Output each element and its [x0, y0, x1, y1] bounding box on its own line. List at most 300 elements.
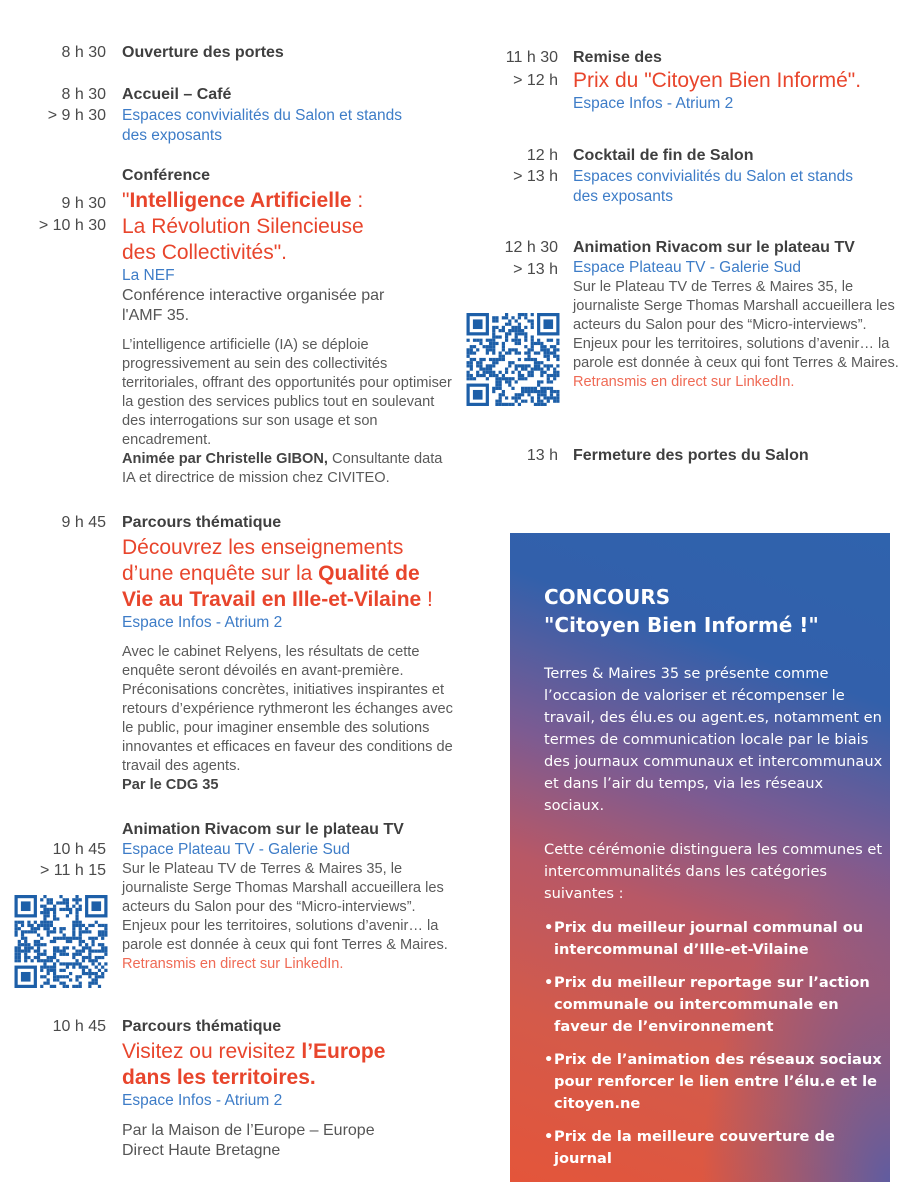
qr-module [556, 374, 559, 377]
qr-module [75, 911, 78, 914]
qr-module [527, 393, 530, 396]
qr-module [543, 403, 546, 406]
qr-module [66, 946, 69, 949]
qr-module [21, 901, 31, 911]
qr-module [24, 953, 27, 956]
qr-module [79, 908, 82, 911]
qr-module [15, 930, 18, 933]
qr-module [15, 927, 18, 930]
qr-module [37, 956, 40, 959]
qr-module [91, 959, 94, 962]
qr-module [18, 940, 21, 943]
qr-module [518, 339, 521, 342]
qr-module [37, 924, 40, 927]
event-title: Animation Rivacom sur le plateau TV [122, 821, 404, 838]
event-conference [122, 166, 452, 488]
qr-module [37, 953, 40, 956]
qr-module [98, 956, 101, 959]
qr-module [537, 403, 540, 406]
qr-module [43, 959, 46, 962]
qr-module [524, 387, 527, 390]
qr-module [56, 937, 59, 940]
qr-module [101, 950, 104, 953]
event-category: Parcours thématique [122, 514, 282, 531]
event-parcours-europe [122, 1017, 452, 1161]
qr-module [66, 962, 69, 965]
qr-module [508, 348, 511, 351]
event-title: Ouverture des portes [122, 44, 284, 61]
event-description: Sur le Plateau TV de Terres & Maires 35, le journaliste Serge Thomas Marshall accueillera les acteurs du Salon pour des “Micro-interviews”. Enjeux pour les territoires, solutions d’avenir… la parole est donnée à ceux qui font Terres & Maires. [122, 861, 448, 953]
qr-module [56, 901, 59, 904]
event-location: Espace Plateau TV - Galerie Sud [122, 841, 351, 858]
qr-module [556, 371, 559, 374]
qr-module [75, 975, 78, 978]
qr-module [524, 368, 527, 371]
qr-module [50, 969, 53, 972]
qr-module [502, 316, 505, 319]
qr-module [499, 335, 502, 338]
qr-module [489, 348, 492, 351]
qr-module [101, 943, 104, 946]
event-opening [122, 43, 442, 63]
qr-module [85, 966, 88, 969]
qr-module [63, 969, 66, 972]
qr-module [21, 950, 24, 953]
qr-module [547, 400, 550, 403]
qr-module [34, 940, 37, 943]
qr-module [527, 351, 530, 354]
qr-module [79, 905, 82, 908]
qr-module [531, 390, 534, 393]
qr-module [15, 924, 18, 927]
event-time-end: > 9 h 30 [47, 107, 106, 124]
qr-module [50, 901, 53, 904]
qr-module [31, 930, 34, 933]
qr-module [521, 387, 524, 390]
qr-module [75, 937, 78, 940]
qr-code-icon[interactable] [14, 895, 108, 988]
qr-module [104, 930, 107, 933]
qr-module [515, 364, 518, 367]
qr-module [91, 937, 94, 940]
qr-module [489, 345, 492, 348]
qr-module [40, 953, 43, 956]
qr-module [40, 911, 43, 914]
qr-module [495, 384, 498, 387]
qr-module [85, 956, 88, 959]
event-title-line: La Révolution Silencieuse [122, 215, 364, 238]
qr-module [502, 374, 505, 377]
qr-module [43, 927, 46, 930]
qr-module [499, 351, 502, 354]
qr-module [499, 380, 502, 383]
qr-module [476, 371, 479, 374]
qr-module [18, 927, 21, 930]
qr-module [479, 374, 482, 377]
bullet-icon: • [544, 1051, 554, 1068]
qr-module [53, 956, 56, 959]
qr-module [91, 940, 94, 943]
qr-module [79, 937, 82, 940]
qr-module [540, 380, 543, 383]
qr-module [540, 371, 543, 374]
qr-module [489, 364, 492, 367]
qr-module [518, 332, 521, 335]
qr-module [547, 358, 550, 361]
qr-module [37, 943, 40, 946]
qr-module [21, 972, 31, 982]
qr-module [537, 361, 540, 364]
qr-module [543, 345, 546, 348]
qr-module [47, 901, 50, 904]
qr-module [540, 342, 543, 345]
qr-module [527, 358, 530, 361]
qr-module [66, 953, 69, 956]
qr-module [531, 396, 534, 399]
event-title-line [122, 1039, 452, 1065]
qr-module [502, 326, 505, 329]
qr-module [534, 364, 537, 367]
qr-module [531, 387, 534, 390]
qr-module [37, 940, 40, 943]
qr-module [540, 361, 543, 364]
event-time-end: > 13 h [513, 261, 558, 278]
qr-module [492, 319, 495, 322]
event-location: Espace Infos - Atrium 2 [122, 614, 283, 631]
qr-module [50, 985, 53, 988]
qr-module [473, 339, 476, 342]
qr-module [69, 978, 72, 981]
qr-module [43, 921, 46, 924]
qr-module [72, 921, 75, 924]
qr-module [550, 396, 553, 399]
qr-module [63, 975, 66, 978]
qr-module [47, 972, 50, 975]
qr-module [540, 400, 543, 403]
qr-module [537, 368, 540, 371]
qr-module [47, 908, 50, 911]
qr-module [473, 345, 476, 348]
qr-module [63, 927, 66, 930]
qr-module [53, 937, 56, 940]
qr-code-icon[interactable] [466, 313, 560, 406]
qr-module [15, 946, 18, 949]
qr-module [47, 969, 50, 972]
qr-module [543, 393, 546, 396]
qr-module [27, 950, 30, 953]
qr-module [101, 956, 104, 959]
event-time-start: 10 h 45 [52, 841, 106, 858]
qr-module [527, 371, 530, 374]
qr-module [43, 905, 46, 908]
title-part: d’une enquête sur la [122, 562, 319, 585]
qr-module [47, 898, 50, 901]
qr-module [88, 937, 91, 940]
qr-module [486, 351, 489, 354]
qr-module [95, 972, 98, 975]
qr-module [470, 351, 473, 354]
qr-module [499, 393, 502, 396]
qr-module [43, 917, 46, 920]
qr-module [492, 371, 495, 374]
qr-module [50, 921, 53, 924]
qr-module [72, 953, 75, 956]
qr-module [85, 930, 88, 933]
qr-module [489, 368, 492, 371]
qr-module [91, 978, 94, 981]
event-category: Parcours thématique [122, 1018, 282, 1035]
qr-module [521, 368, 524, 371]
qr-module [47, 956, 50, 959]
qr-module [24, 950, 27, 953]
qr-module [518, 371, 521, 374]
qr-module [53, 962, 56, 965]
qr-module [550, 339, 553, 342]
qr-module [531, 342, 534, 345]
qr-module [53, 911, 56, 914]
qr-module [515, 319, 518, 322]
event-location: Espace Plateau TV - Galerie Sud [573, 259, 802, 276]
qr-module [91, 943, 94, 946]
qr-module [524, 335, 527, 338]
qr-module [556, 400, 559, 403]
qr-module [524, 351, 527, 354]
qr-module [72, 930, 75, 933]
qr-module [502, 355, 505, 358]
qr-module [524, 316, 527, 319]
qr-module [53, 927, 56, 930]
title-part: Visitez ou revisitez [122, 1040, 302, 1063]
event-description: L’intelligence artificielle (IA) se déploie progressivement au sein des collectivités territoriales, offrant des opportunités pour optimiser la gestion des services publics tout en soulevant des interrogations sur son usage et son encadrement. [122, 337, 452, 448]
qr-module [56, 946, 59, 949]
qr-module [495, 403, 498, 406]
qr-module [467, 374, 470, 377]
qr-module [479, 339, 482, 342]
event-organizer: Direct Haute Bretagne [122, 1142, 281, 1159]
qr-module [534, 390, 537, 393]
qr-module [486, 377, 489, 380]
qr-module [499, 377, 502, 380]
qr-module [40, 924, 43, 927]
qr-module [515, 348, 518, 351]
qr-module [59, 908, 62, 911]
qr-module [521, 393, 524, 396]
title-part: ! [421, 588, 433, 611]
qr-module [63, 933, 66, 936]
qr-module [56, 950, 59, 953]
qr-module [40, 921, 43, 924]
event-live-note: Retransmis en direct sur LinkedIn. [573, 374, 795, 390]
qr-module [543, 364, 546, 367]
qr-module [505, 396, 508, 399]
qr-module [540, 387, 543, 390]
qr-module [104, 962, 107, 965]
qr-module [543, 387, 546, 390]
qr-module [50, 966, 53, 969]
qr-module [511, 348, 514, 351]
qr-module [72, 937, 75, 940]
qr-module [505, 403, 508, 406]
qr-module [82, 940, 85, 943]
event-location: La NEF [122, 267, 175, 284]
qr-module [95, 956, 98, 959]
event-subtitle: Prix du "Citoyen Bien Informé". [573, 69, 862, 92]
qr-module [492, 326, 495, 329]
qr-module [524, 313, 527, 316]
qr-module [518, 316, 521, 319]
qr-module [40, 937, 43, 940]
qr-module [524, 339, 527, 342]
qr-module [502, 390, 505, 393]
event-description: Sur le Plateau TV de Terres & Maires 35, le journaliste Serge Thomas Marshall accueillera les acteurs du Salon pour des “Micro-interviews”. Enjeux pour les territoires, solutions d’avenir… la parole est donnée à ceux qui font Terres & Maires. [573, 279, 899, 371]
qr-module [550, 387, 553, 390]
qr-module [537, 393, 540, 396]
qr-module [518, 329, 521, 332]
qr-module [467, 355, 470, 358]
qr-module [521, 400, 524, 403]
qr-module [489, 374, 492, 377]
qr-module [34, 943, 37, 946]
qr-module [101, 933, 104, 936]
qr-module [37, 959, 40, 962]
qr-module [82, 966, 85, 969]
qr-module [495, 380, 498, 383]
qr-module [540, 403, 543, 406]
qr-module [47, 911, 50, 914]
qr-module [43, 914, 46, 917]
qr-module [495, 358, 498, 361]
qr-module [502, 345, 505, 348]
qr-module [531, 358, 534, 361]
qr-module [59, 901, 62, 904]
qr-module [88, 972, 91, 975]
qr-module [470, 361, 473, 364]
qr-module [547, 339, 550, 342]
qr-module [18, 946, 21, 949]
qr-module [531, 400, 534, 403]
qr-module [69, 908, 72, 911]
event-title: Remise des [573, 49, 662, 66]
qr-module [508, 323, 511, 326]
qr-module [15, 921, 18, 924]
qr-module [524, 326, 527, 329]
event-time-start: 12 h 30 [504, 239, 558, 256]
qr-module [543, 355, 546, 358]
qr-module [521, 329, 524, 332]
qr-module [43, 943, 46, 946]
qr-module [66, 966, 69, 969]
qr-module [534, 387, 537, 390]
qr-module [15, 959, 18, 962]
qr-module [63, 901, 66, 904]
qr-module [75, 898, 78, 901]
bullet-icon: • [544, 919, 554, 936]
qr-module [104, 946, 107, 949]
qr-module [556, 393, 559, 396]
qr-module [537, 342, 540, 345]
qr-module [543, 351, 546, 354]
qr-module [547, 377, 550, 380]
qr-module [495, 316, 498, 319]
qr-module [59, 962, 62, 965]
qr-module [479, 361, 482, 364]
qr-module [479, 342, 482, 345]
qr-module [473, 351, 476, 354]
qr-module [18, 950, 21, 953]
qr-module [21, 943, 24, 946]
qr-module [34, 927, 37, 930]
qr-module [540, 368, 543, 371]
qr-module [505, 371, 508, 374]
qr-module [543, 319, 553, 329]
qr-module [24, 956, 27, 959]
qr-module [492, 390, 495, 393]
qr-module [547, 396, 550, 399]
qr-module [79, 921, 82, 924]
contest-panel [510, 533, 890, 1182]
qr-module [515, 326, 518, 329]
qr-module [91, 962, 94, 965]
qr-module [505, 313, 508, 316]
qr-module [492, 387, 495, 390]
qr-module [508, 329, 511, 332]
qr-module [515, 396, 518, 399]
qr-module [553, 377, 556, 380]
qr-module [479, 368, 482, 371]
qr-module [470, 374, 473, 377]
qr-module [101, 930, 104, 933]
qr-module [508, 377, 511, 380]
qr-module [75, 978, 78, 981]
qr-module [50, 924, 53, 927]
qr-module [53, 908, 56, 911]
qr-module [553, 390, 556, 393]
qr-module [540, 348, 543, 351]
title-bold: Intelligence Artificielle [129, 189, 352, 212]
qr-module [499, 371, 502, 374]
qr-module [15, 933, 18, 936]
qr-module [43, 975, 46, 978]
qr-module [66, 898, 69, 901]
prize-item [544, 972, 884, 1038]
prize-item [544, 1126, 884, 1170]
host-role: Consultante data IA et directrice de mission chez CIVITEO. [122, 451, 443, 486]
qr-module [95, 959, 98, 962]
qr-module [43, 911, 46, 914]
qr-module [72, 966, 75, 969]
qr-module [473, 390, 483, 400]
qr-module [547, 380, 550, 383]
qr-module [91, 924, 94, 927]
qr-module [69, 911, 72, 914]
qr-module [34, 950, 37, 953]
qr-module [104, 924, 107, 927]
qr-module [553, 396, 556, 399]
qr-module [75, 914, 78, 917]
qr-module [518, 358, 521, 361]
qr-module [79, 927, 82, 930]
qr-module [82, 969, 85, 972]
qr-module [75, 950, 78, 953]
title-bold: Qualité de [318, 562, 420, 585]
qr-module [470, 345, 473, 348]
qr-module [515, 339, 518, 342]
qr-module [553, 368, 556, 371]
qr-module [43, 953, 46, 956]
qr-module [470, 377, 473, 380]
qr-module [547, 374, 550, 377]
qr-module [531, 371, 534, 374]
